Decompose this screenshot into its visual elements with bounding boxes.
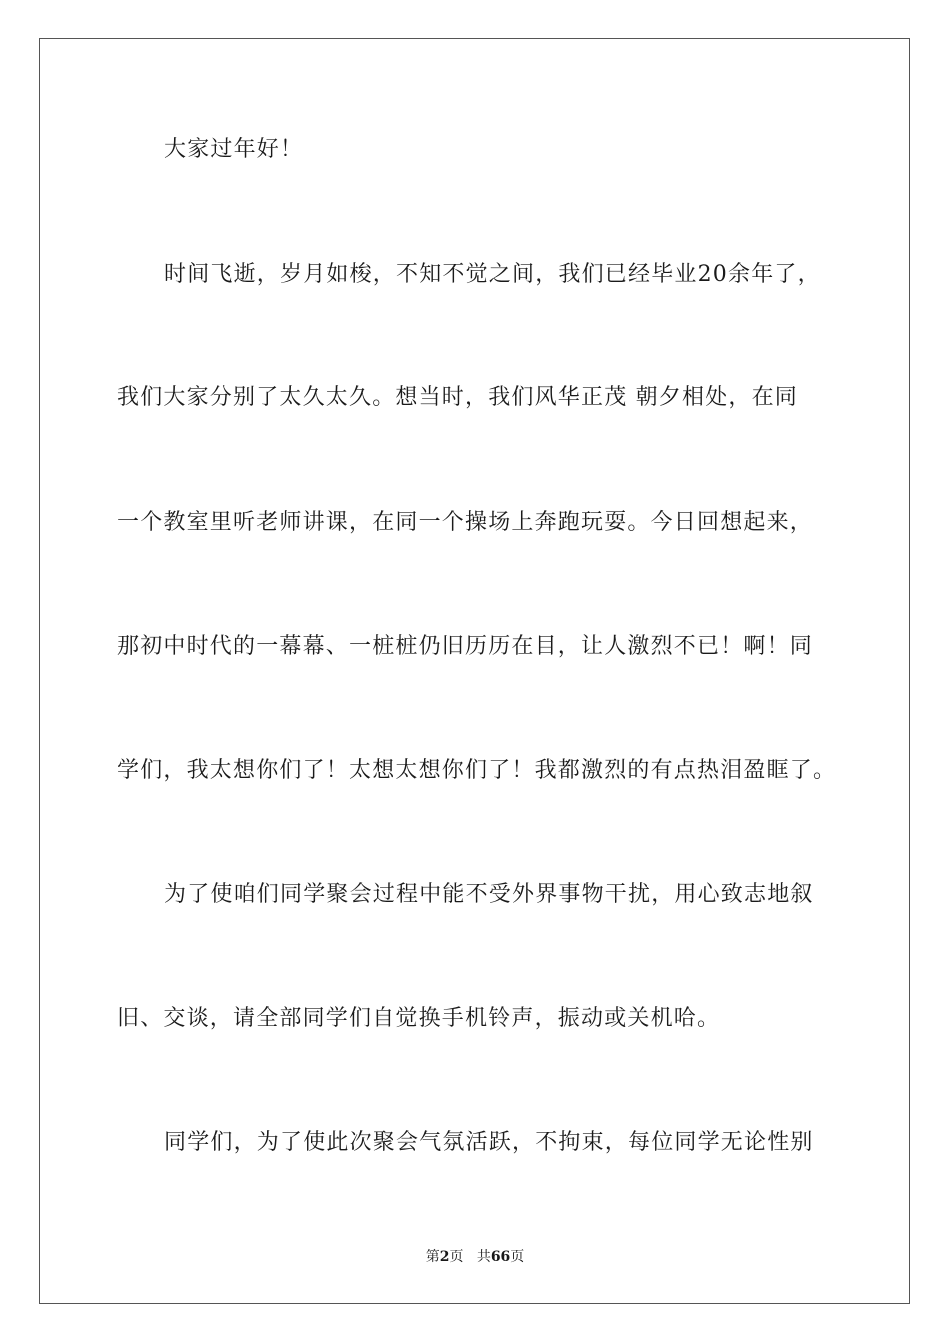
page-suffix: 页 [449, 1249, 464, 1265]
paragraph-1-line-2: 我们大家分别了太久太久。想当时，我们风华正茂 朝夕相处，在同 [117, 385, 798, 410]
paragraph-1-line-1: 时间飞逝，岁月如梭，不知不觉之间，我们已经毕业20余年了， [164, 262, 821, 287]
page-footer [0, 1248, 950, 1266]
paragraph-1-line-3: 一个教室里听老师讲课，在同一个操场上奔跑玩耍。今日回想起来， [117, 510, 814, 535]
total-prefix: 共 [476, 1249, 491, 1265]
paragraph-2-line-1: 为了使咱们同学聚会过程中能不受外界事物干扰，用心致志地叙 [164, 882, 814, 907]
page-prefix: 第 [425, 1249, 440, 1265]
total-suffix: 页 [510, 1249, 525, 1265]
paragraph-1-line-4: 那初中时代的一幕幕、一桩桩仍旧历历在目，让人激烈不已！啊！同 [117, 634, 814, 659]
greeting-line: 大家过年好！ [164, 137, 304, 162]
page-number: 2 [439, 1249, 450, 1265]
total-pages: 66 [490, 1249, 511, 1265]
paragraph-3-line-1: 同学们，为了使此次聚会气氛活跃，不拘束，每位同学无论性别 [164, 1130, 814, 1155]
page-border [39, 38, 910, 1304]
paragraph-2-line-2: 旧、交谈，请全部同学们自觉换手机铃声，振动或关机哈。 [117, 1006, 721, 1031]
paragraph-1-line-5: 学们，我太想你们了！太想太想你们了！我都激烈的有点热泪盈眶了。 [117, 758, 837, 783]
